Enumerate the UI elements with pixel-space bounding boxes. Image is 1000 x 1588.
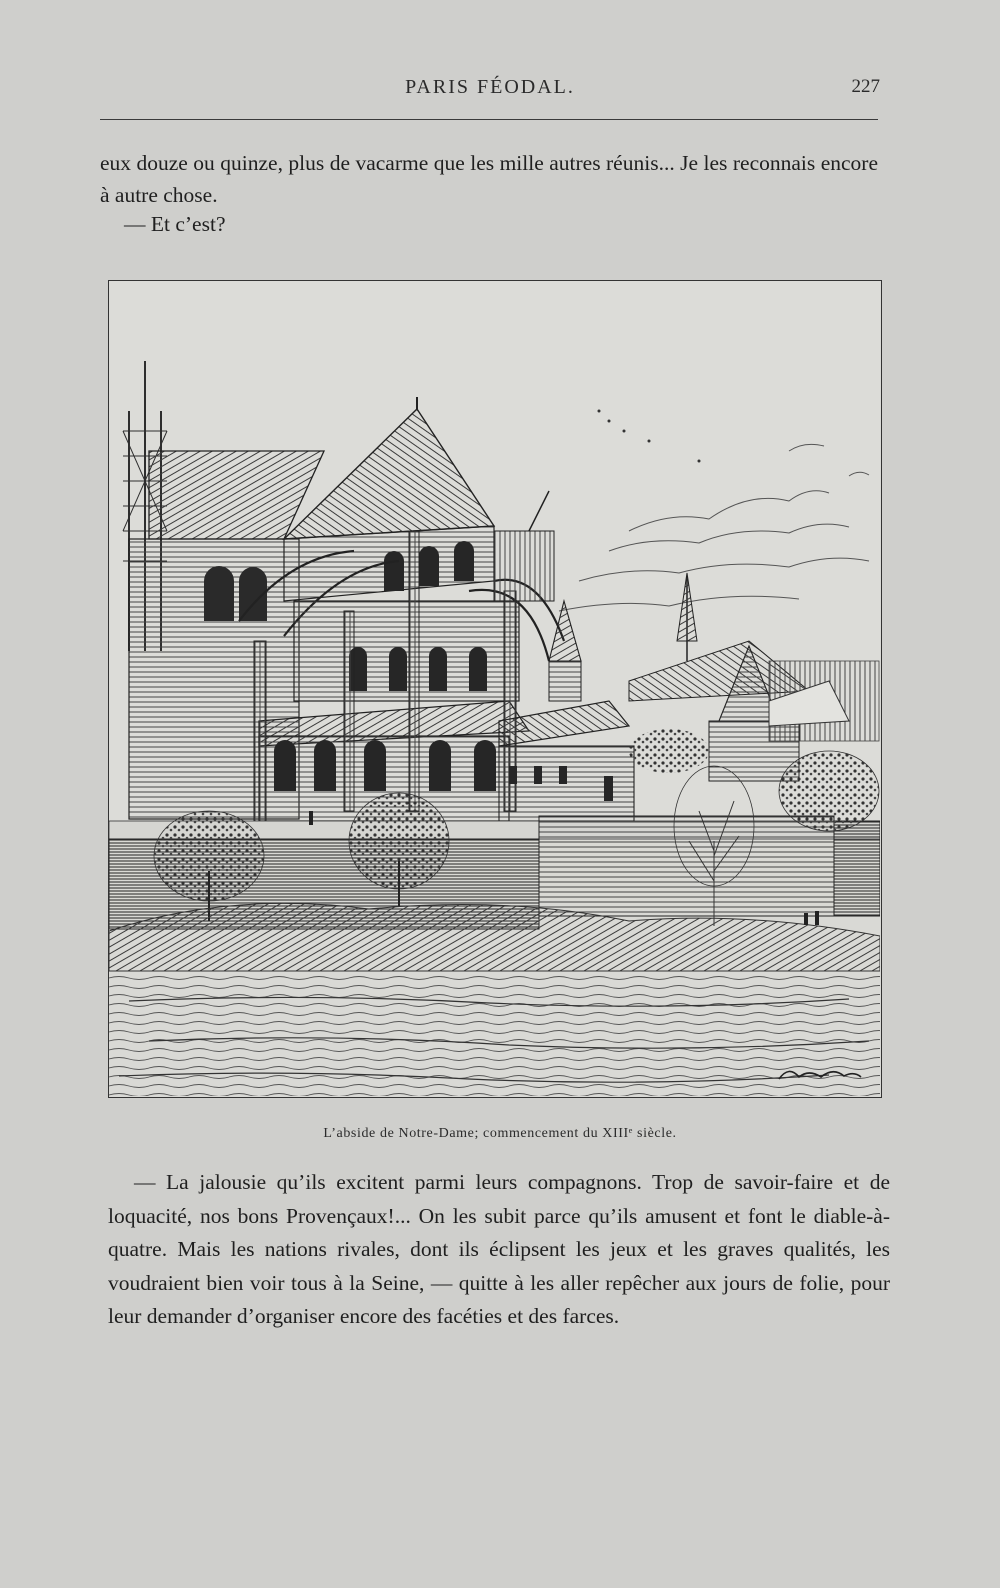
running-head: [100, 74, 880, 104]
figure-caption: L’abside de Notre-Dame; commencement du XIIIᵉ siècle.: [323, 1126, 677, 1141]
page-number: 227: [851, 76, 880, 97]
running-title: PARIS FÉODAL.: [405, 76, 575, 98]
engraving-illustration: [108, 280, 882, 1098]
paragraph-reply: — La jalousie qu’ils excitent parmi leurs compagnons. Trop de savoir-faire et de loquacité, nos bons Provençaux!... On les subit parce qu’ils amusent et font le diable-à-quatre. Mais les nations rivales, dont ils éclipsent les jeux et les graves qualités, les voudraient bien voir tous à la Seine, — quitte à les aller repêcher aux jours de folie, pour leur demander d’organiser encore des facéties et des farces.: [108, 1170, 890, 1328]
dialogue-line: — Et c’est?: [124, 212, 226, 236]
paragraph-continued: eux douze ou quinze, plus de vacarme que les mille autres réunis... Je les reconnais encore à autre chose.: [100, 151, 878, 207]
header-rule: [100, 119, 878, 120]
